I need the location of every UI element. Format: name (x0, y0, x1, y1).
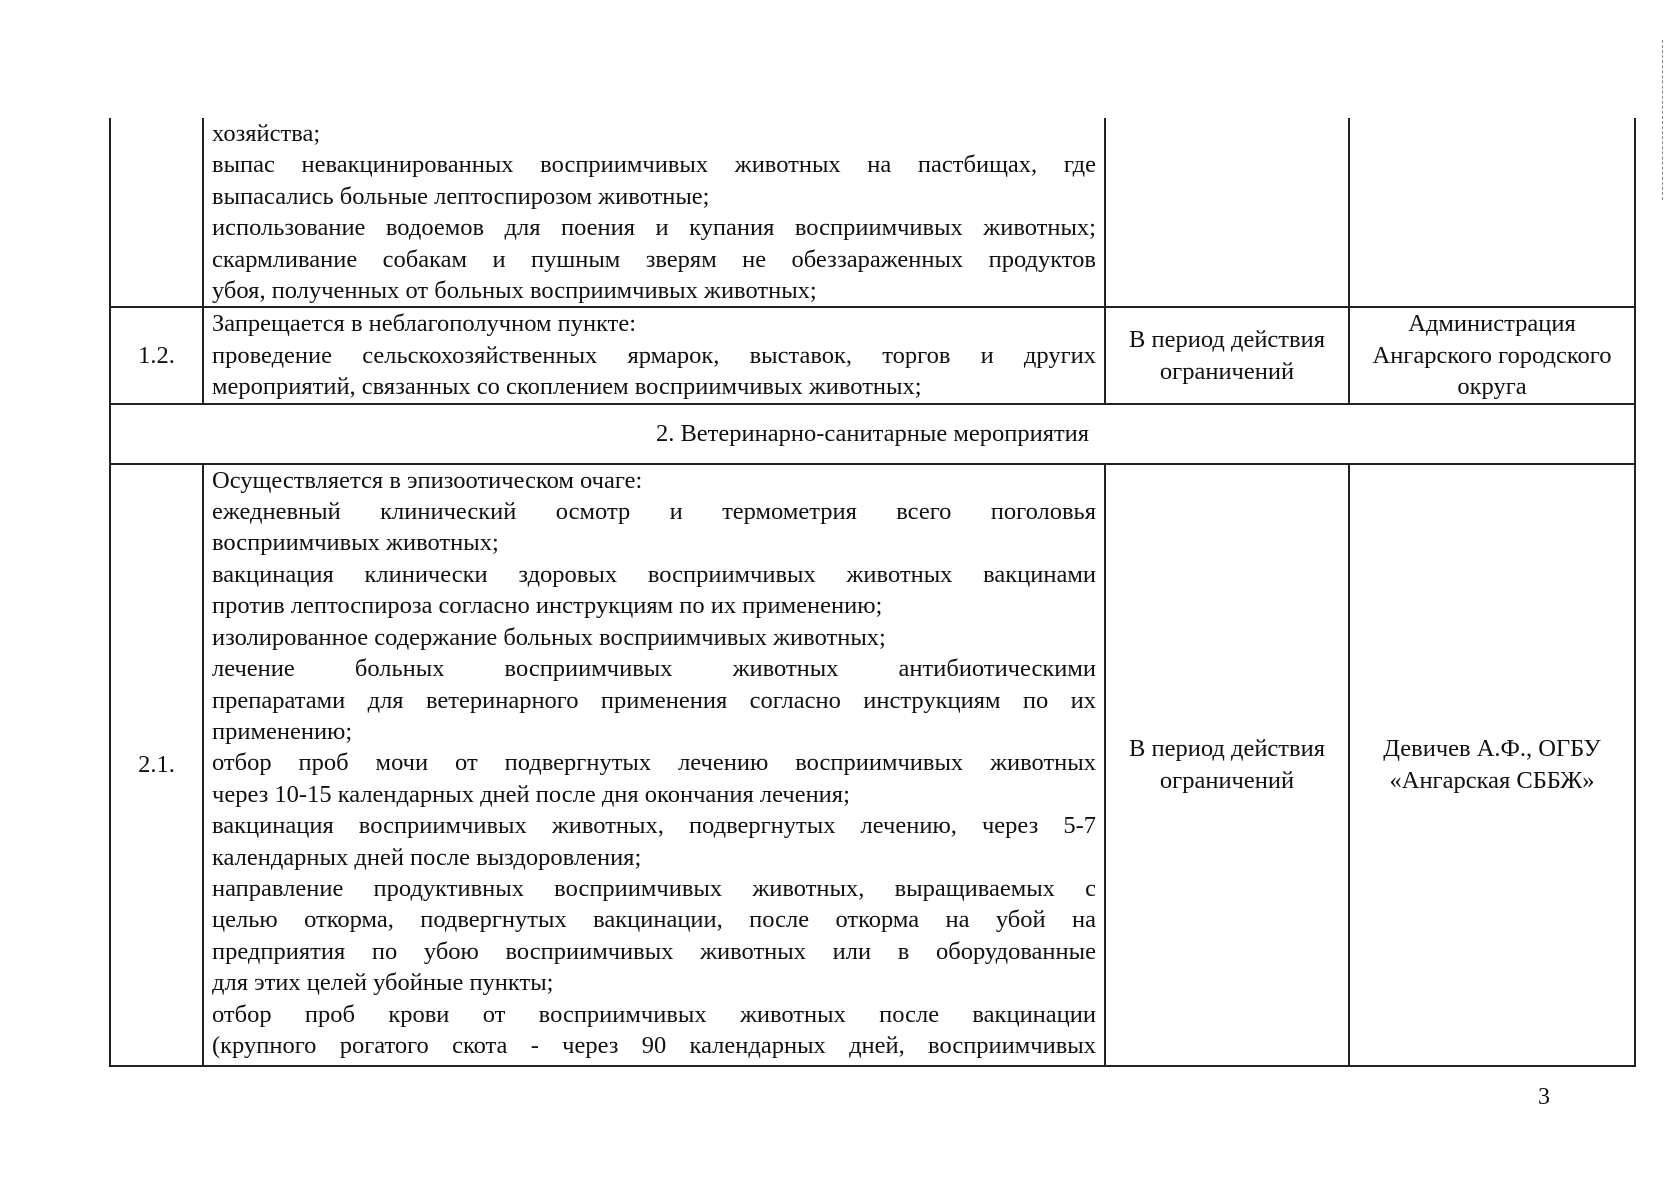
row-responsible: Девичев А.Ф., ОГБУ «Ангарская СББЖ» (1349, 464, 1635, 1066)
measures-table (109, 118, 1636, 1067)
description-line: целью откорма, подвергнутых вакцинации, после откорма на убой на (212, 906, 1096, 934)
description-line: выпас невакцинированных восприимчивых животных на пастбищах, где (212, 151, 1096, 179)
description-line: скармливание собакам и пушным зверям не обеззараженных продуктов (212, 245, 1096, 273)
description-line: отбор проб мочи от подвергнутых лечению восприимчивых животных (212, 749, 1096, 777)
scan-margin-mark (1660, 40, 1663, 200)
page-number: 3 (1538, 1084, 1550, 1110)
row-description (203, 118, 1105, 307)
description-line: (крупного рогатого скота - через 90 календарных дней, восприимчивых (212, 1031, 1096, 1059)
table-row-2-1 (110, 464, 1635, 1066)
description-line: ежедневный клинический осмотр и термометрия всего поголовья (212, 498, 1096, 526)
description-line: использование водоемов для поения и купания восприимчивых животных; (212, 214, 1096, 242)
description-line: Осуществляется в эпизоотическом очаге: (212, 466, 643, 494)
description-line: через 10-15 календарных дней после дня окончания лечения; (212, 780, 850, 808)
description-line: вакцинация клинически здоровых восприимчивых животных вакцинами (212, 560, 1096, 588)
row-number: 1.2. (110, 307, 203, 403)
description-line: препаратами для ветеринарного применения согласно инструкциям по их (212, 686, 1096, 714)
description-line: проведение сельскохозяйственных ярмарок, выставок, торгов и других (212, 341, 1096, 369)
description-line: вакцинация восприимчивых животных, подвергнутых лечению, через 5-7 (212, 812, 1096, 840)
table-row-1-2 (110, 307, 1635, 403)
description-line: изолированное содержание больных восприимчивых животных; (212, 623, 886, 651)
description-line: лечение больных восприимчивых животных антибиотическими (212, 655, 1096, 683)
row-description (203, 307, 1105, 403)
description-line: против лептоспироза согласно инструкциям по их применению; (212, 592, 883, 620)
row-number: 2.1. (110, 464, 203, 1066)
description-line: мероприятий, связанных со скоплением восприимчивых животных; (212, 373, 922, 401)
row-description (203, 464, 1105, 1066)
row-responsible: Администрация Ангарского городского округа (1349, 307, 1635, 403)
description-line: отбор проб крови от восприимчивых животных после вакцинации (212, 1000, 1096, 1028)
section-title: 2. Ветеринарно-санитарные мероприятия (110, 404, 1635, 464)
row-term: В период действия ограничений (1105, 307, 1349, 403)
description-line: восприимчивых животных; (212, 529, 499, 557)
section-header-row (110, 404, 1635, 464)
description-line: хозяйства; (212, 120, 321, 147)
row-number (110, 118, 203, 307)
description-line: убоя, полученных от больных восприимчивых животных; (212, 277, 817, 305)
description-line: направление продуктивных восприимчивых животных, выращиваемых с (212, 874, 1096, 902)
table-row-continuation (110, 118, 1635, 307)
description-line: для этих целей убойные пункты; (212, 969, 554, 997)
row-term: В период действия ограничений (1105, 464, 1349, 1066)
description-line: календарных дней после выздоровления; (212, 843, 642, 871)
row-responsible (1349, 118, 1635, 307)
description-line: Запрещается в неблагополучном пункте: (212, 310, 637, 338)
description-line: применению; (212, 717, 353, 745)
row-term (1105, 118, 1349, 307)
description-line: предприятия по убою восприимчивых животных или в оборудованные (212, 937, 1096, 965)
description-line: выпасались больные лептоспирозом животные; (212, 182, 710, 210)
